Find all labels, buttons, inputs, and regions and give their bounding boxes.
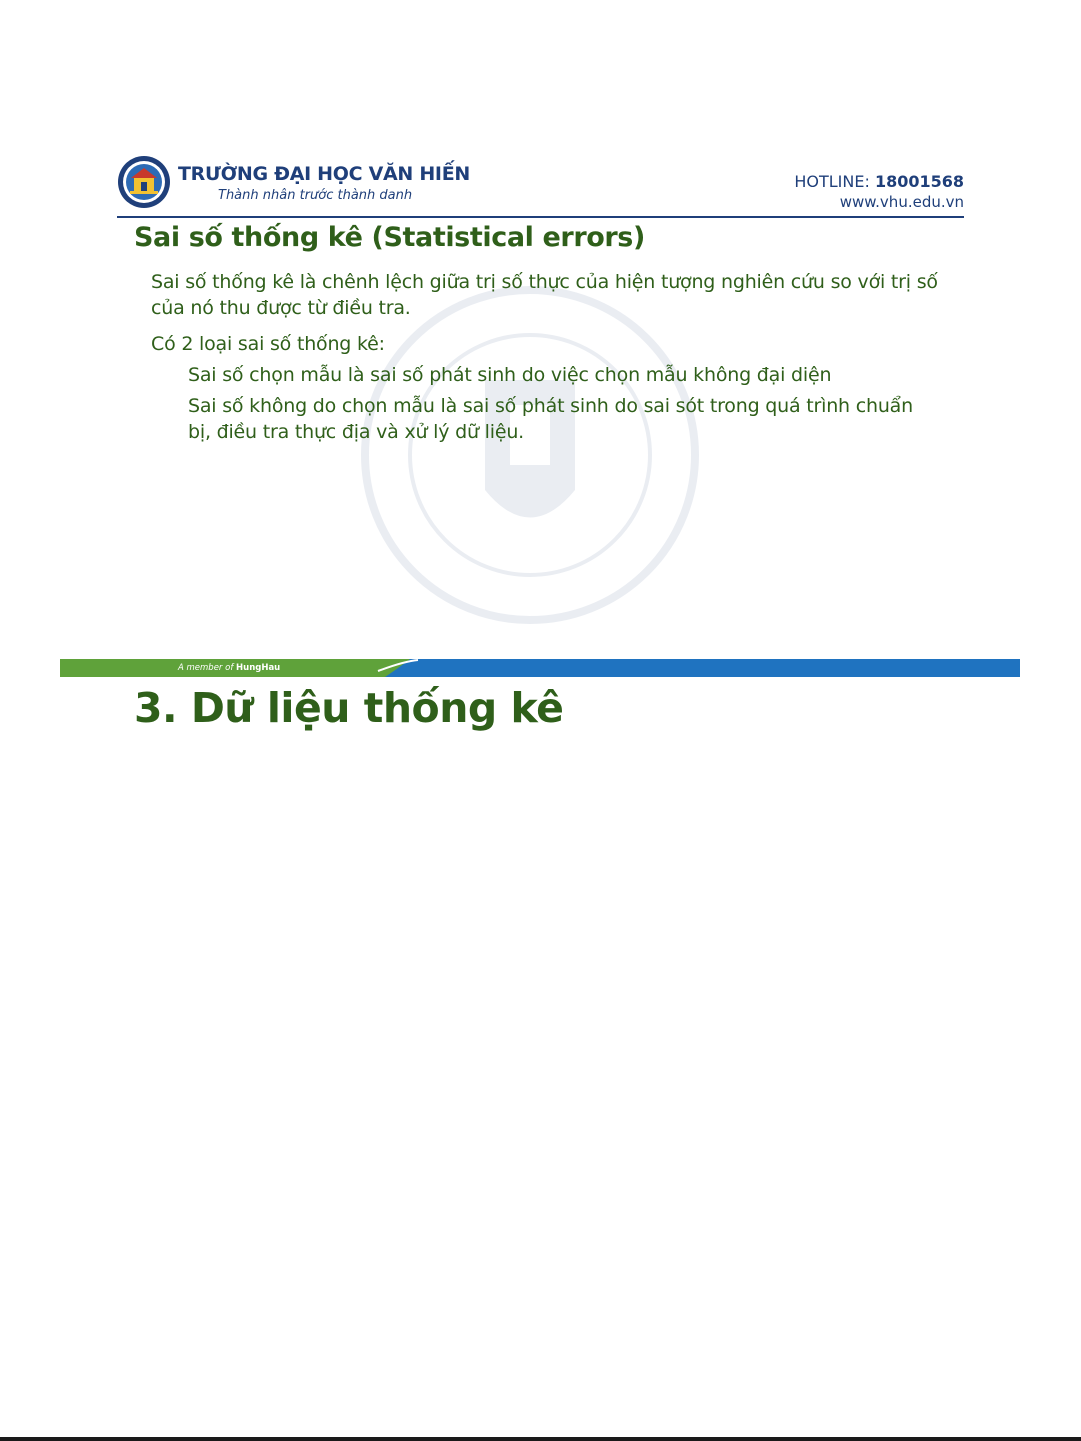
school-logo bbox=[117, 155, 171, 209]
definition-paragraph: Sai số thống kê là chênh lệch giữa trị số thực của hiện tượng nghiên cứu so với trị số của nó thu được từ điều tra. bbox=[151, 271, 938, 319]
member-prefix: A member of bbox=[178, 663, 237, 673]
website-url: www.vhu.edu.vn bbox=[839, 193, 964, 211]
school-name: TRƯỜNG ĐẠI HỌC VĂN HIẾN bbox=[178, 163, 470, 185]
section-heading: 3. Dữ liệu thống kê bbox=[134, 684, 564, 732]
school-slogan: Thành nhân trước thành danh bbox=[218, 188, 413, 203]
hotline-number: 18001568 bbox=[874, 172, 964, 191]
hotline-label: HOTLINE: bbox=[794, 172, 875, 191]
error-type-item: Sai số chọn mẫu là sai số phát sinh do việc chọn mẫu không đại diện bbox=[188, 364, 832, 386]
error-type-item: Sai số không do chọn mẫu là sai số phát sinh do sai sót trong quá trình chuẩn bị, điều tra thực địa và xử lý dữ liệu. bbox=[188, 395, 913, 443]
types-intro: Có 2 loại sai số thống kê: bbox=[151, 333, 385, 355]
member-org: HungHau bbox=[236, 663, 281, 673]
hotline bbox=[794, 172, 964, 191]
slide-title: Sai số thống kê (Statistical errors) bbox=[134, 222, 645, 253]
header-divider bbox=[117, 216, 964, 218]
page-bottom-edge bbox=[0, 1437, 1081, 1441]
member-of-text bbox=[178, 663, 280, 673]
